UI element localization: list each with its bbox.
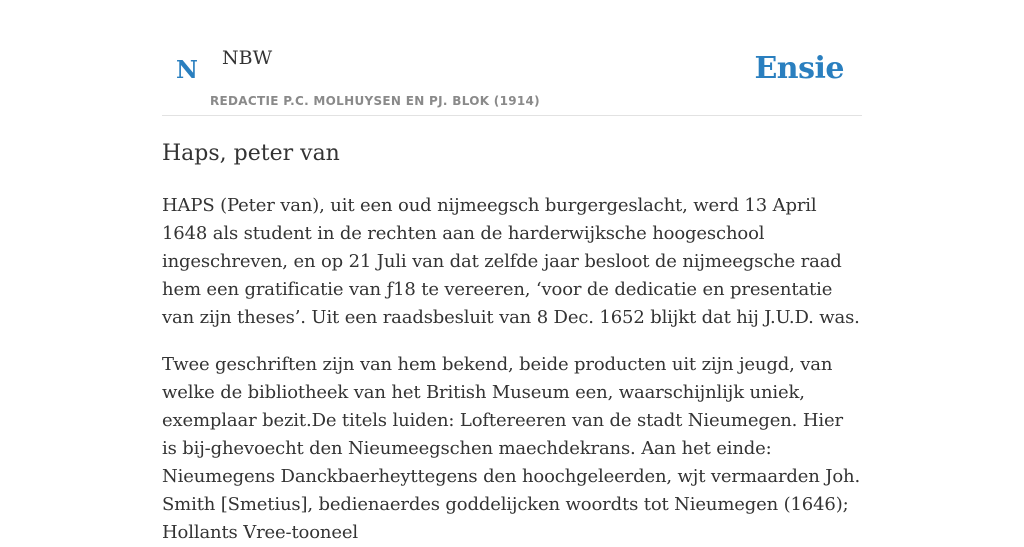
ensie-logo[interactable]: Ensie bbox=[754, 51, 844, 86]
source-subtitle: REDACTIE P.C. MOLHUYSEN EN PJ. BLOK (1914) bbox=[210, 94, 540, 108]
article-paragraph-1: HAPS (Peter van), uit een oud nijmeegsch burgergeslacht, werd 13 April 1648 als student in de rechten aan de harderwijksche hoogeschool ingeschreven, en op 21 Juli van dat zelfde jaar besloot de nijmeegsche raad hem een gratificatie van ƒ18 te vereeren, ‘voor de dedicatie en presentatie van zijn theses’. Uit een raadsbesluit van 8 Dec. 1652 blijkt dat hij J.U.D. was. bbox=[162, 195, 860, 328]
article-paragraph-2: Twee geschriften zijn van hem bekend, beide producten uit zijn jeugd, van welke de bibliotheek van het British Museum een, waarschijnlijk uniek, exemplaar bezit.De titels luiden: Loftereeren van de stadt Nieumegen. Hier is bij-ghevoecht den Nieumeegschen maechdekrans. Aan het einde: Nieumegens Danckbaerheyttegens den hoochgeleerden, wjt vermaarden Joh. Smith [Smetius], bedienaerdes goddelijcken woordts tot Nieumegen (1646); Hollants Vree-tooneel bbox=[162, 354, 861, 543]
article-title: Haps, peter van bbox=[162, 141, 340, 166]
site-header bbox=[162, 0, 862, 116]
source-logo-icon[interactable]: N bbox=[176, 55, 198, 84]
article bbox=[162, 134, 862, 547]
source-name-link[interactable]: NBW bbox=[222, 47, 273, 69]
